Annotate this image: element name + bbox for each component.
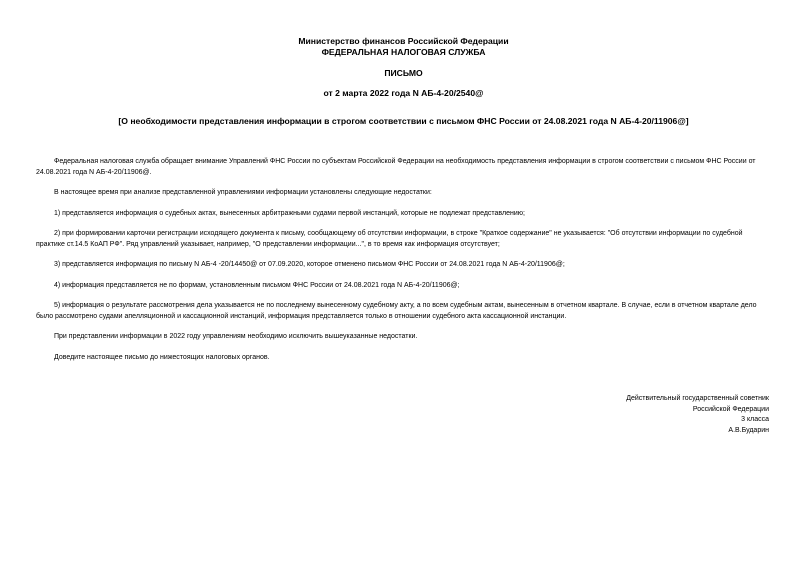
paragraph-4: 2) при формировании карточки регистрации исходящего документа к письму, сообщающему об отсутствии информации, в строке "Краткое содержание" не указывается: "Об отсутствии информации по судебной практике ст.14.5 КоАП РФ". Ряд управлений указывает, например, "О представлении информации...", в то время как информация отсутствует;: [36, 230, 743, 248]
paragraph-8: При представлении информации в 2022 году управлениям необходимо исключить вышеуказанные недостатки.: [54, 333, 418, 340]
paragraph-6: 4) информация представляется не по формам, установленным письмом ФНС России от 24.08.2021 года N АБ-4-20/11906@;: [54, 282, 460, 289]
paragraph-3: 1) представляется информация о судебных актах, вынесенных арбитражными судами первой инстанций, которые не подлежат представлению;: [54, 210, 525, 217]
paragraph-1: Федеральная налоговая служба обращает внимание Управлений ФНС России по субъектам Российской Федерации на необходимость представления информации в строгом соответствии с письмом ФНС России от 24.08.2021 года N АБ-4-20/11906@.: [36, 158, 756, 176]
signature-name: А.В.Бударин: [728, 426, 769, 434]
signature-title-1: Действительный государственный советник: [626, 395, 769, 402]
signature-title-2: Российской Федерации: [692, 405, 769, 413]
doc-subject: [О необходимости представления информации в строгом соответствии с письмом ФНС России от 24.08.2021 года N АБ-4-20/11906@]: [118, 116, 689, 126]
paragraph-7: 5) информация о результате рассмотрения дела указывается не по последнему вынесенному судебному акту, а по всем судебным актам, вынесенным в отчетном квартале. В случае, если в отчетном квартале дело было рассмотрено судами апелляционной и кассационной инстанций, информация представляется только в отношении судебного акта кассационной инстанции.: [36, 302, 757, 320]
paragraph-9: Доведите настоящее письмо до нижестоящих налоговых органов.: [54, 354, 270, 361]
signature-title-3: 3 класса: [741, 416, 769, 423]
signature-block: [626, 394, 769, 436]
paragraph-2: В настоящее время при анализе представленной управлениями информации установлены следующие недостатки:: [54, 189, 432, 196]
service-name: ФЕДЕРАЛЬНАЯ НАЛОГОВАЯ СЛУЖБА: [321, 47, 486, 57]
doc-date-number: от 2 марта 2022 года N АБ-4-20/2540@: [323, 88, 484, 98]
paragraph-5: 3) представляется информация по письму N АБ-4 -20/14450@ от 07.09.2020, которое отменено письмом ФНС России от 24.08.2021 года N АБ-4-20/11906@;: [54, 261, 565, 268]
ministry-name: Министерство финансов Российской Федерации: [298, 36, 509, 46]
doc-type: ПИСЬМО: [384, 68, 423, 78]
